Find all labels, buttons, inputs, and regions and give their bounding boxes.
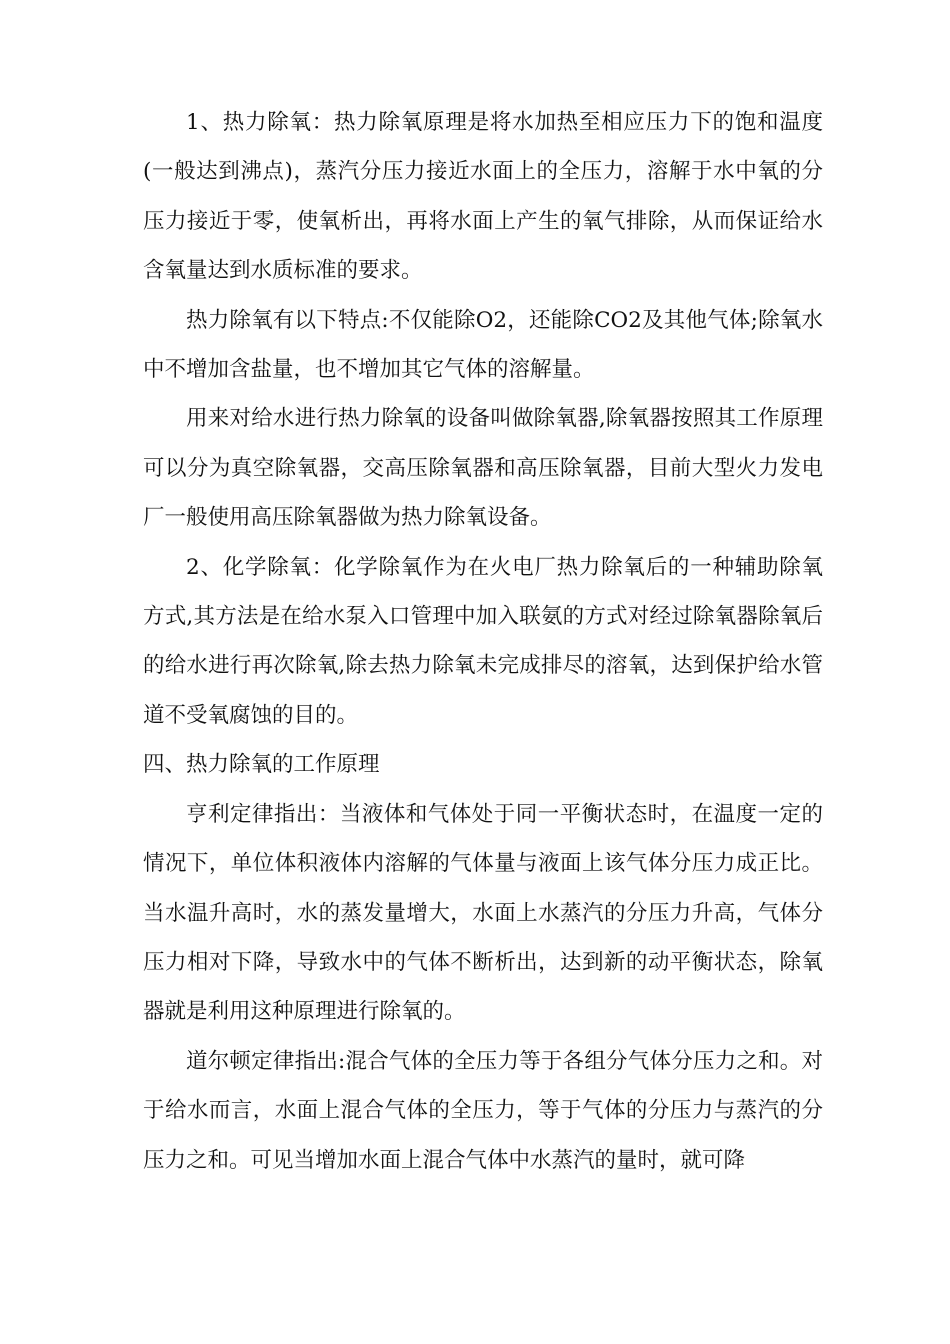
paragraph-thermal-features: 热力除氧有以下特点:不仅能除O2，还能除CO2及其他气体;除氧水中不增加含盐量，也不增加其它气体的溶解量。: [143, 307, 823, 383]
paragraph-chemical-deaeration: 2、化学除氧：化学除氧作为在火电厂热力除氧后的一种辅助除氧方式,其方法是在给水泵入口管理中加入联氨的方式对经过除氧器除氧后的给水进行再次除氧,除去热力除氧未完成排尽的溶氧，达到保护给水管道不受氧腐蚀的目的。: [143, 554, 823, 728]
paragraph-dalton-law: 道尔顿定律指出:混合气体的全压力等于各组分气体分压力之和。对于给水而言，水面上混合气体的全压力，等于气体的分压力与蒸汽的分压力之和。可见当增加水面上混合气体中水蒸汽的量时，就可降: [143, 1048, 823, 1173]
paragraph-thermal-deaeration: 1、热力除氧：热力除氧原理是将水加热至相应压力下的饱和温度(一般达到沸点)，蒸汽分压力接近水面上的全压力，溶解于水中氧的分压力接近于零，使氧析出，再将水面上产生的氧气排除，从而保证给水含氧量达到水质标准的要求。: [143, 110, 823, 284]
paragraph-deaerator-types: 用来对给水进行热力除氧的设备叫做除氧器,除氧器按照其工作原理可以分为真空除氧器，交高压除氧器和高压除氧器，目前大型火力发电厂一般使用高压除氧器做为热力除氧设备。: [143, 406, 823, 531]
section-heading: 四、热力除氧的工作原理: [143, 752, 380, 778]
paragraph-henry-law: 亨利定律指出：当液体和气体处于同一平衡状态时，在温度一定的情况下，单位体积液体内溶解的气体量与液面上该气体分压力成正比。当水温升高时，水的蒸发量增大，水面上水蒸汽的分压力升高，气体分压力相对下降，导致水中的气体不断析出，达到新的动平衡状态，除氧器就是利用这种原理进行除氧的。: [143, 801, 823, 1025]
body-text: [143, 98, 823, 1185]
